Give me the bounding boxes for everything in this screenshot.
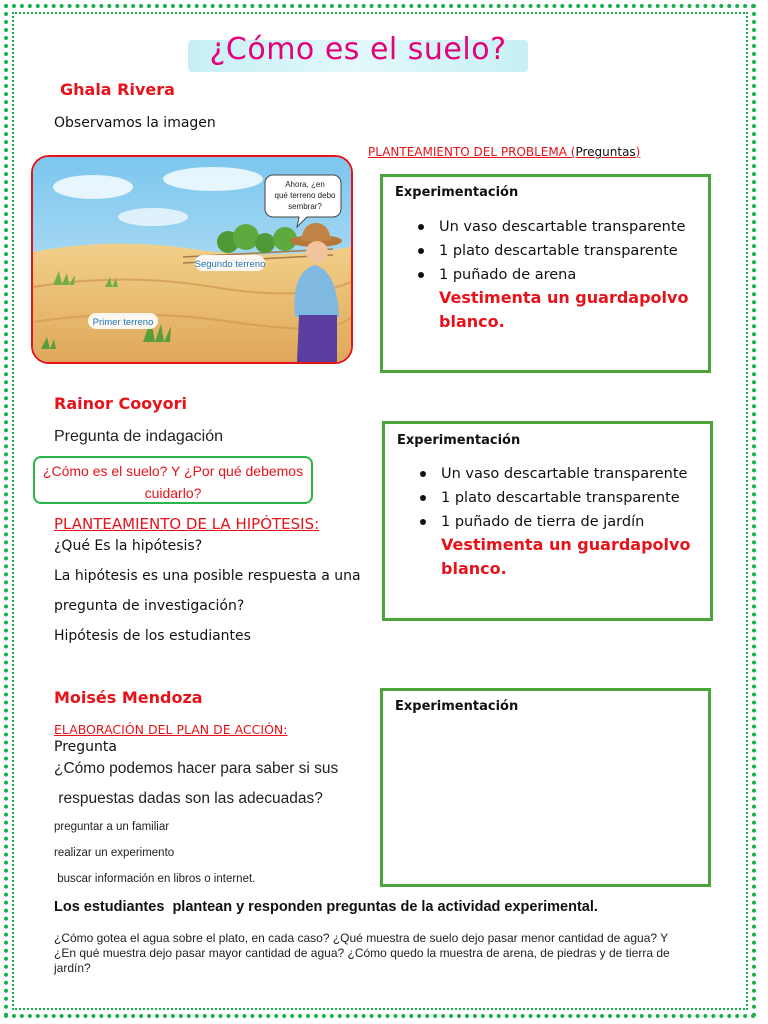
experiment-title-1: Experimentación (395, 185, 519, 200)
tree (233, 224, 259, 250)
experiment-box-1 (380, 174, 711, 373)
material-item: 1 puñado de tierra de jardín (417, 510, 687, 534)
experiment-note-line: Vestimenta un guardapolvo (441, 535, 691, 554)
label-second-plot: Segundo terreno (194, 259, 266, 270)
hypothesis-question: ¿Qué Es la hipótesis? (54, 538, 203, 554)
bubble-line-1: Ahora, ¿en (285, 180, 325, 189)
student-name-1: Ghala Rivera (60, 80, 175, 99)
material-item: 1 plato descartable transparente (417, 486, 687, 510)
hypothesis-heading: PLANTEAMIENTO DE LA HIPÓTESIS: (54, 515, 320, 533)
cloud (163, 167, 263, 191)
material-item: Un vaso descartable transparente (417, 462, 687, 486)
experiment-title-2: Experimentación (397, 433, 521, 448)
plan-question-label: Pregunta (54, 739, 117, 755)
hypothesis-students: Hipótesis de los estudiantes (54, 628, 251, 644)
hypothesis-definition-line: La hipótesis es una posible respuesta a una (54, 568, 361, 584)
experiment-box-3 (380, 688, 711, 887)
page-title: ¿Cómo es el suelo? (209, 32, 507, 67)
field-scene-svg (33, 157, 351, 362)
problem-heading (368, 145, 640, 159)
cloud (118, 208, 188, 226)
experiment-note-line: blanco. (439, 312, 505, 331)
student-name-2: Rainor Cooyori (54, 394, 187, 413)
farmer-head (306, 241, 328, 263)
experiment-note-line: blanco. (441, 559, 507, 578)
experiment-box-2 (382, 421, 713, 621)
student-name-3: Moisés Mendoza (54, 688, 203, 707)
plan-question-line: ¿Cómo podemos hacer para saber si sus (54, 760, 339, 777)
bubble-line-2: qué terreno debo (274, 191, 336, 200)
observe-instruction: Observamos la imagen (54, 115, 216, 131)
activity-question-line: jardín? (54, 961, 91, 975)
experiment-note-line: Vestimenta un guardapolvo (439, 288, 689, 307)
farmer-pants (297, 315, 337, 362)
experiment-materials-1 (415, 215, 685, 287)
experiment-title-3: Experimentación (395, 699, 519, 714)
bubble-line-3: sembrar? (288, 202, 322, 211)
plan-heading: ELABORACIÓN DEL PLAN DE ACCIÓN: (54, 722, 288, 737)
farmer-field-illustration (31, 155, 353, 364)
experiment-note-1 (439, 286, 688, 334)
material-item: 1 plato descartable transparente (415, 239, 685, 263)
material-item: 1 puñado de arena (415, 263, 685, 287)
label-first-plot: Primer terreno (92, 317, 154, 328)
page-title-banner (188, 32, 528, 76)
activity-statement: Los estudiantes plantean y responden preguntas de la actividad experimental. (54, 899, 598, 915)
activity-question-line: ¿En qué muestra dejo pasar mayor cantidad de agua? ¿Cómo quedo la muestra de arena, de piedras y de tierra de (54, 946, 670, 960)
inquiry-question-box (33, 456, 313, 504)
experiment-materials-2 (417, 462, 687, 534)
inquiry-label: Pregunta de indagación (54, 428, 224, 445)
hypothesis-definition-line: pregunta de investigación? (54, 598, 245, 614)
inquiry-question-line: ¿Cómo es el suelo? Y ¿Por qué debemos (42, 463, 304, 479)
cloud (53, 175, 133, 199)
problem-heading-text: PLANTEAMIENTO DEL PROBLEMA ( (368, 145, 576, 159)
plan-option-item: realizar un experimento (54, 847, 175, 859)
experiment-note-2 (441, 533, 690, 581)
plan-option-item: preguntar a un familiar (54, 821, 170, 833)
activity-question-line: ¿Cómo gotea el agua sobre el plato, en cada caso? ¿Qué muestra de suelo dejo pasar menor cantidad de agua? Y (54, 931, 669, 945)
plan-option-item: buscar información en libros o internet. (54, 873, 256, 885)
material-item: Un vaso descartable transparente (415, 215, 685, 239)
activity-questions (54, 931, 714, 976)
problem-heading-suffix: Preguntas (575, 145, 636, 159)
problem-heading-close: ) (635, 145, 641, 159)
inquiry-question-line: cuidarlo? (144, 485, 202, 501)
plan-question-line: respuestas dadas son las adecuadas? (54, 790, 323, 807)
tree (255, 233, 275, 253)
